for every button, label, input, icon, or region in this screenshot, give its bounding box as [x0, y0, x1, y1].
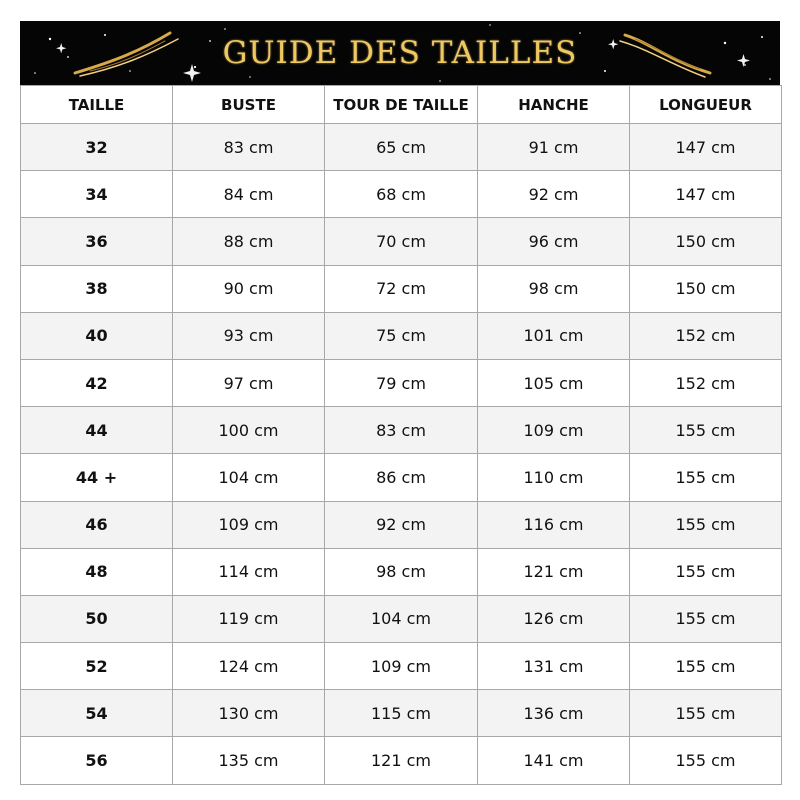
waist-cell: 98 cm	[325, 548, 478, 595]
bust-cell: 135 cm	[173, 737, 325, 784]
size-cell: 42	[21, 359, 173, 406]
size-guide-table	[20, 85, 782, 785]
size-cell: 52	[21, 643, 173, 690]
page-title: GUIDE DES TAILLES	[222, 35, 578, 71]
length-cell: 147 cm	[630, 124, 782, 171]
waist-cell: 92 cm	[325, 501, 478, 548]
size-cell: 50	[21, 595, 173, 642]
hip-cell: 126 cm	[478, 595, 630, 642]
length-cell: 155 cm	[630, 454, 782, 501]
size-cell: 44 +	[21, 454, 173, 501]
size-cell: 46	[21, 501, 173, 548]
table-row	[21, 407, 782, 454]
table-row	[21, 737, 782, 784]
size-cell: 40	[21, 312, 173, 359]
table-row	[21, 690, 782, 737]
waist-cell: 72 cm	[325, 265, 478, 312]
hip-cell: 121 cm	[478, 548, 630, 595]
bust-cell: 100 cm	[173, 407, 325, 454]
waist-cell: 115 cm	[325, 690, 478, 737]
table-row	[21, 643, 782, 690]
size-cell: 48	[21, 548, 173, 595]
bust-cell: 114 cm	[173, 548, 325, 595]
size-cell: 56	[21, 737, 173, 784]
length-cell: 152 cm	[630, 359, 782, 406]
table-row	[21, 548, 782, 595]
size-cell: 54	[21, 690, 173, 737]
table-row	[21, 595, 782, 642]
waist-cell: 75 cm	[325, 312, 478, 359]
size-cell: 44	[21, 407, 173, 454]
hip-cell: 98 cm	[478, 265, 630, 312]
hip-cell: 92 cm	[478, 171, 630, 218]
waist-cell: 68 cm	[325, 171, 478, 218]
length-cell: 155 cm	[630, 407, 782, 454]
length-cell: 150 cm	[630, 265, 782, 312]
hip-cell: 109 cm	[478, 407, 630, 454]
table-row	[21, 124, 782, 171]
column-header-hanche: HANCHE	[478, 86, 630, 124]
waist-cell: 79 cm	[325, 359, 478, 406]
column-header-taille: TAILLE	[21, 86, 173, 124]
hip-cell: 110 cm	[478, 454, 630, 501]
length-cell: 150 cm	[630, 218, 782, 265]
length-cell: 155 cm	[630, 643, 782, 690]
size-cell: 34	[21, 171, 173, 218]
waist-cell: 83 cm	[325, 407, 478, 454]
length-cell: 155 cm	[630, 595, 782, 642]
table-row	[21, 501, 782, 548]
length-cell: 155 cm	[630, 737, 782, 784]
bust-cell: 84 cm	[173, 171, 325, 218]
hip-cell: 96 cm	[478, 218, 630, 265]
waist-cell: 70 cm	[325, 218, 478, 265]
bust-cell: 97 cm	[173, 359, 325, 406]
hip-cell: 101 cm	[478, 312, 630, 359]
bust-cell: 130 cm	[173, 690, 325, 737]
hip-cell: 116 cm	[478, 501, 630, 548]
size-cell: 36	[21, 218, 173, 265]
table-header-row	[21, 86, 782, 124]
hip-cell: 141 cm	[478, 737, 630, 784]
waist-cell: 65 cm	[325, 124, 478, 171]
hip-cell: 91 cm	[478, 124, 630, 171]
size-cell: 38	[21, 265, 173, 312]
waist-cell: 104 cm	[325, 595, 478, 642]
bust-cell: 104 cm	[173, 454, 325, 501]
length-cell: 155 cm	[630, 690, 782, 737]
size-cell: 32	[21, 124, 173, 171]
bust-cell: 109 cm	[173, 501, 325, 548]
hip-cell: 136 cm	[478, 690, 630, 737]
waist-cell: 121 cm	[325, 737, 478, 784]
table-row	[21, 265, 782, 312]
table-body	[21, 124, 782, 785]
bust-cell: 88 cm	[173, 218, 325, 265]
bust-cell: 119 cm	[173, 595, 325, 642]
column-header-tour-de-taille: TOUR DE TAILLE	[325, 86, 478, 124]
waist-cell: 109 cm	[325, 643, 478, 690]
column-header-longueur: LONGUEUR	[630, 86, 782, 124]
length-cell: 155 cm	[630, 548, 782, 595]
column-header-buste: BUSTE	[173, 86, 325, 124]
bust-cell: 93 cm	[173, 312, 325, 359]
length-cell: 147 cm	[630, 171, 782, 218]
waist-cell: 86 cm	[325, 454, 478, 501]
table-row	[21, 218, 782, 265]
table-row	[21, 312, 782, 359]
bust-cell: 83 cm	[173, 124, 325, 171]
table-row	[21, 171, 782, 218]
length-cell: 155 cm	[630, 501, 782, 548]
length-cell: 152 cm	[630, 312, 782, 359]
table-row	[21, 359, 782, 406]
bust-cell: 90 cm	[173, 265, 325, 312]
table-row	[21, 454, 782, 501]
title-banner	[20, 21, 780, 85]
hip-cell: 105 cm	[478, 359, 630, 406]
bust-cell: 124 cm	[173, 643, 325, 690]
hip-cell: 131 cm	[478, 643, 630, 690]
